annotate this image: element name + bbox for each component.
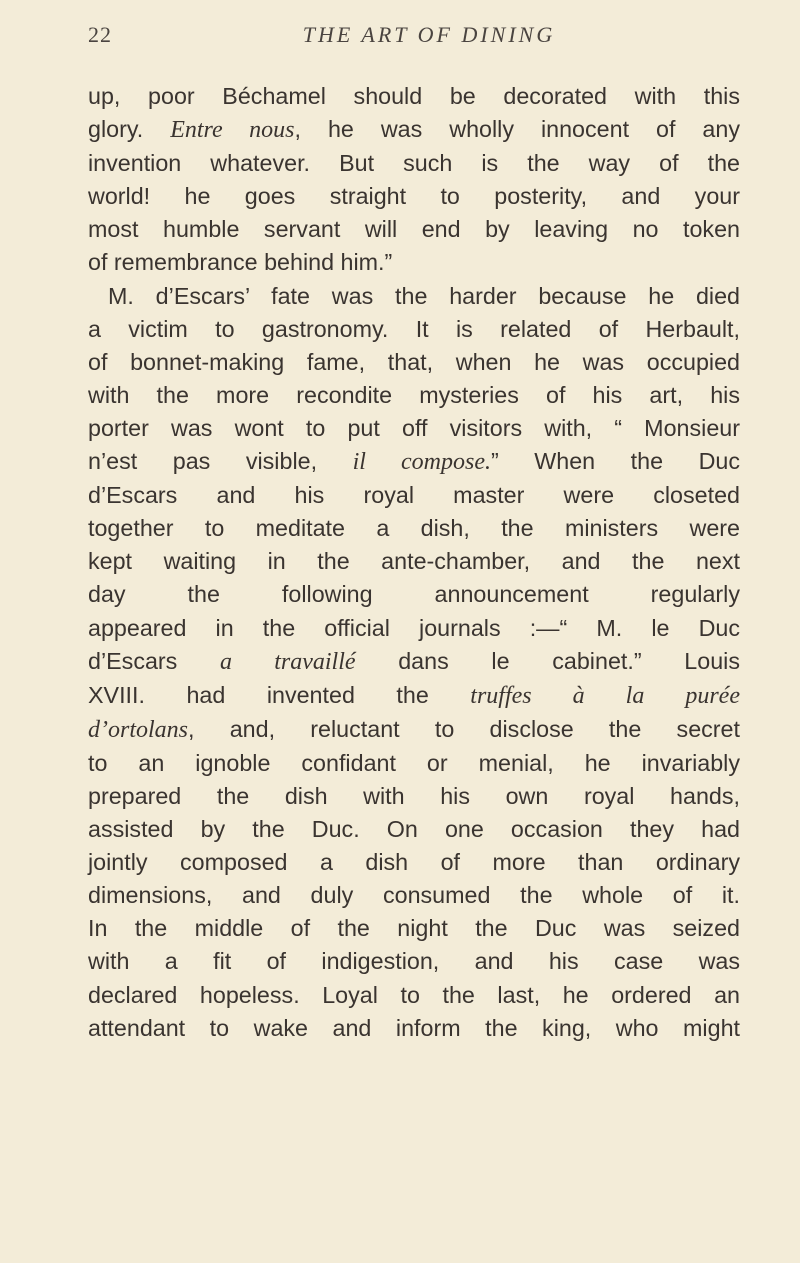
text-segment: dans le cabinet.” Louis (355, 647, 740, 674)
text-line (88, 412, 740, 445)
text-segment: of remembrance behind him.” (88, 249, 393, 276)
italic-text: d’ortolans (88, 716, 189, 743)
text-line (88, 213, 740, 246)
text-segment: invention whatever. But such is the way of the (88, 150, 740, 177)
body-text (88, 80, 740, 1045)
running-title: THE ART OF DINING (302, 22, 556, 47)
italic-text: truffes à la purée (470, 682, 740, 709)
text-segment: a victim to gastronomy. It is related of Herbault, (88, 315, 740, 342)
text-segment: attendant to wake and inform the king, who might (88, 1014, 740, 1041)
text-line (88, 846, 740, 879)
text-segment: porter was wont to put off visitors with, “ Monsieur (88, 414, 740, 441)
text-line (88, 479, 740, 512)
text-line (88, 780, 740, 813)
text-segment: M. d’Escars’ fate was the harder because he died (108, 282, 740, 309)
text-segment: declared hopeless. Loyal to the last, he ordered an (88, 981, 740, 1008)
text-line (88, 246, 740, 279)
page-header (88, 22, 730, 58)
text-line (88, 180, 740, 213)
text-segment: jointly composed a dish of more than ordinary (88, 849, 740, 876)
text-line (88, 512, 740, 545)
text-line (88, 445, 740, 479)
text-line (88, 612, 740, 645)
text-segment: day the following announcement regularly (88, 581, 740, 608)
text-line (88, 645, 740, 679)
page-number: 22 (88, 22, 112, 47)
text-segment: to an ignoble confidant or menial, he invariably (88, 749, 740, 776)
text-segment: world! he goes straight to posterity, and your (88, 183, 740, 210)
text-line (88, 313, 740, 346)
text-line (88, 578, 740, 611)
text-segment: together to meditate a dish, the ministers were (88, 515, 740, 542)
text-line (88, 713, 740, 747)
text-segment: d’Escars (88, 647, 221, 674)
text-line (88, 1012, 740, 1045)
text-segment: prepared the dish with his own royal hands, (88, 782, 740, 809)
italic-text: a travaillé (220, 648, 356, 675)
text-segment: of bonnet-making fame, that, when he was occupied (88, 348, 740, 375)
italic-text: Entre nous (170, 117, 295, 144)
text-segment: appeared in the official journals :—“ M. le Duc (88, 614, 740, 641)
text-segment: XVIII. had invented the (88, 681, 471, 708)
text-line (88, 545, 740, 578)
text-segment: dimensions, and duly consumed the whole of it. (88, 882, 740, 909)
text-segment: up, poor Béchamel should be decorated with this (88, 83, 740, 109)
text-segment: , he was wholly innocent of any (294, 116, 740, 143)
text-segment: assisted by the Duc. On one occasion they had (88, 816, 740, 843)
text-line (88, 346, 740, 379)
text-segment: most humble servant will end by leaving no token (88, 216, 740, 243)
text-line (88, 679, 740, 713)
text-segment: glory. (88, 116, 171, 143)
text-segment: , and, reluctant to disclose the secret (188, 715, 740, 742)
text-line (88, 747, 740, 780)
text-line (88, 113, 740, 147)
text-segment: with a fit of indigestion, and his case was (88, 948, 740, 975)
text-segment: ” When the Duc (490, 448, 740, 475)
text-line (88, 879, 740, 912)
text-line (88, 813, 740, 846)
text-line (88, 379, 740, 412)
text-line (88, 912, 740, 945)
italic-text: il compose. (352, 449, 491, 476)
text-line (88, 979, 740, 1012)
text-line (88, 280, 740, 313)
text-line (88, 147, 740, 180)
text-segment: n’est pas visible, (88, 448, 353, 475)
text-segment: In the middle of the night the Duc was seized (88, 915, 740, 942)
text-segment: kept waiting in the ante-chamber, and the next (88, 548, 740, 575)
text-line (88, 80, 740, 113)
text-segment: with the more recondite mysteries of his art, his (88, 381, 740, 408)
text-segment: d’Escars and his royal master were closeted (88, 482, 740, 509)
text-line (88, 945, 740, 978)
